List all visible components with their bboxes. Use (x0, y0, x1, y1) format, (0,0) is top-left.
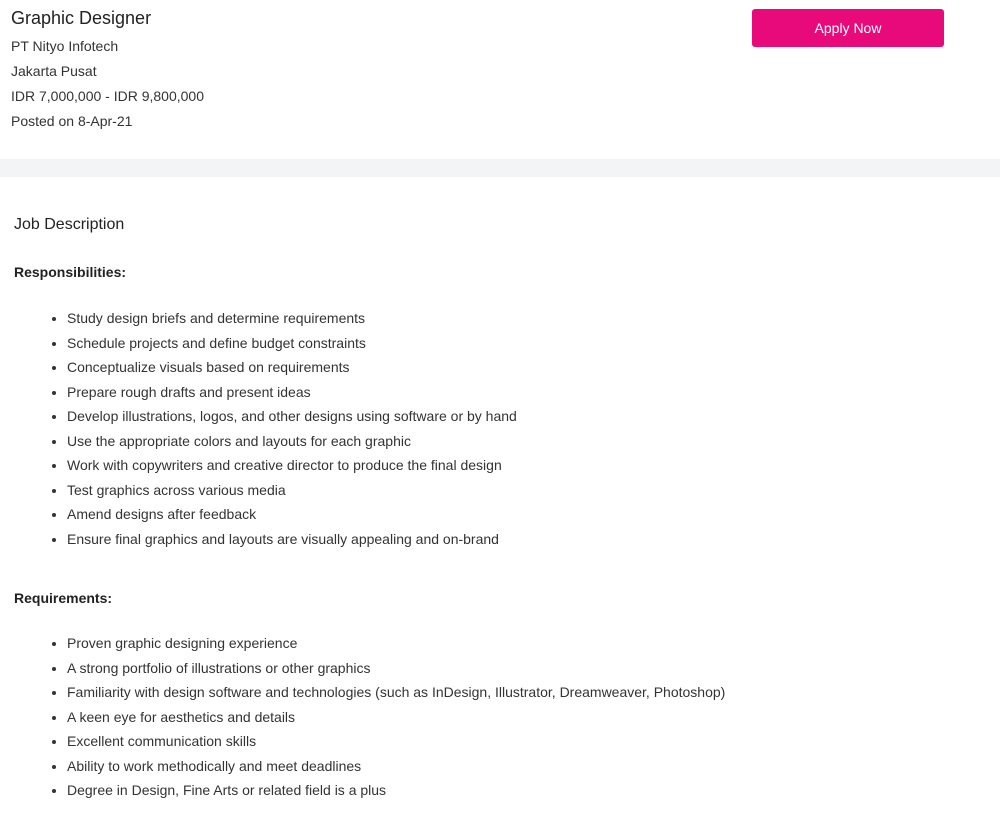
section-divider (0, 159, 1000, 177)
list-item: • Familiarity with design software and technologies (such as InDesign, Illustrator, Dreamweaver, Photoshop) (67, 683, 725, 708)
list-item: • A strong portfolio of illustrations or other graphics (67, 659, 725, 684)
job-header (0, 0, 1000, 159)
list-item: • Conceptualize visuals based on requirements (67, 358, 517, 383)
list-item: • Develop illustrations, logos, and other designs using software or by hand (67, 407, 517, 432)
job-title: Graphic Designer (11, 8, 152, 28)
responsibilities-list (49, 309, 517, 554)
list-item: • Amend designs after feedback (67, 505, 517, 530)
list-item: • Degree in Design, Fine Arts or related field is a plus (67, 781, 725, 806)
list-item: • A keen eye for aesthetics and details (67, 708, 725, 733)
list-item: • Ability to work methodically and meet deadlines (67, 757, 725, 782)
list-item: • Work with copywriters and creative director to produce the final design (67, 456, 517, 481)
responsibilities-heading: Responsibilities: (14, 264, 127, 280)
list-item: • Test graphics across various media (67, 481, 517, 506)
salary-range: IDR 7,000,000 - IDR 9,800,000 (11, 88, 205, 104)
list-item: • Use the appropriate colors and layouts for each graphic (67, 432, 517, 457)
requirements-heading: Requirements: (14, 590, 113, 606)
posted-date: Posted on 8-Apr-21 (11, 113, 133, 129)
company-name: PT Nityo Infotech (11, 38, 119, 54)
apply-now-button[interactable]: Apply Now (752, 9, 944, 47)
job-location: Jakarta Pusat (11, 63, 97, 79)
list-item: • Prepare rough drafts and present ideas (67, 383, 517, 408)
list-item: • Ensure final graphics and layouts are visually appealing and on-brand (67, 530, 517, 555)
job-description-heading: Job Description (14, 216, 125, 233)
requirements-list (49, 634, 725, 806)
list-item: • Excellent communication skills (67, 732, 725, 757)
list-item: • Proven graphic designing experience (67, 634, 725, 659)
list-item: • Study design briefs and determine requirements (67, 309, 517, 334)
list-item: • Schedule projects and define budget constraints (67, 334, 517, 359)
